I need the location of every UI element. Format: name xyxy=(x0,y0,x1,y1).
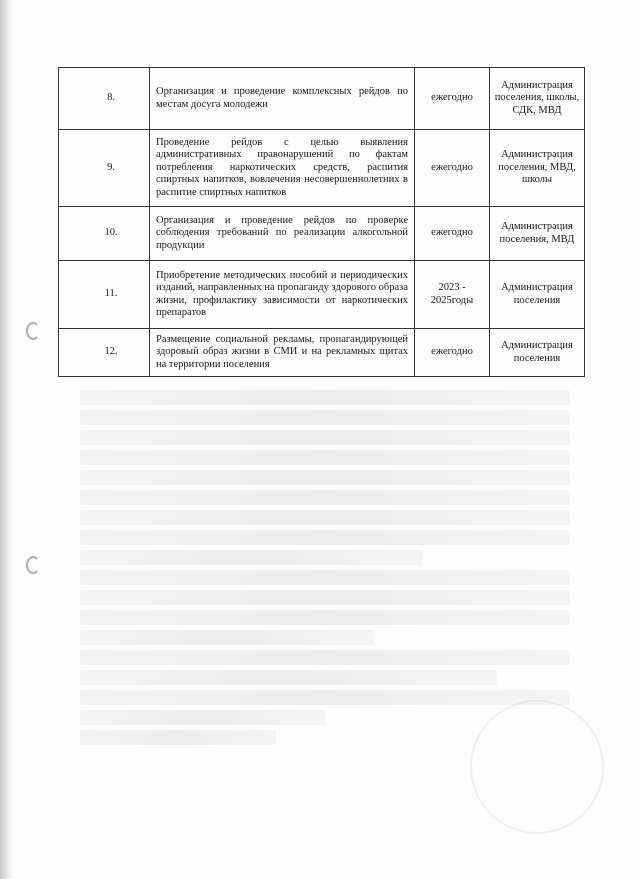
term-cell: ежегодно xyxy=(415,68,490,130)
row-number: 8. xyxy=(59,68,150,130)
term-cell: ежегодно xyxy=(415,207,490,261)
row-number: 12. xyxy=(59,329,150,377)
term-cell: ежегодно xyxy=(415,130,490,207)
table-row xyxy=(59,68,585,130)
row-number: 9. xyxy=(59,130,150,207)
activity-cell: Приобретение методических пособий и периодических изданий, направленных на пропаганду здорового образа жизни, профилактику зависимости от наркотических препаратов xyxy=(150,261,415,329)
activity-cell: Проведение рейдов с целью выявления административных правонарушений по фактам потребления наркотических средств, распития спиртных напитков, вовлечения несовершеннолетних в распитие спиртных напитков xyxy=(150,130,415,207)
table-row xyxy=(59,261,585,329)
row-number: 11. xyxy=(59,261,150,329)
responsible-cell: Администрация поселения xyxy=(490,261,585,329)
activity-cell: Размещение социальной рекламы, пропагандирующей здоровый образ жизни в СМИ и на рекламных щитах на территории поселения xyxy=(150,329,415,377)
table-row xyxy=(59,130,585,207)
table-row xyxy=(59,207,585,261)
bleed-through-seal xyxy=(470,700,604,834)
responsible-cell: Администрация поселения, МВД, школы xyxy=(490,130,585,207)
responsible-cell: Администрация поселения, МВД xyxy=(490,207,585,261)
responsible-cell: Администрация поселения, школы, СДК, МВД xyxy=(490,68,585,130)
term-cell: ежегодно xyxy=(415,329,490,377)
responsible-cell: Администрация поселения xyxy=(490,329,585,377)
activities-table xyxy=(58,67,585,377)
activity-cell: Организация и проведение комплексных рейдов по местам досуга молодежи xyxy=(150,68,415,130)
row-number: 10. xyxy=(59,207,150,261)
bleed-through-text xyxy=(80,390,570,750)
table-row xyxy=(59,329,585,377)
term-cell: 2023 - 2025годы xyxy=(415,261,490,329)
activity-cell: Организация и проведение рейдов по проверке соблюдения требований по реализации алкогольной продукции xyxy=(150,207,415,261)
punch-hole-mark xyxy=(26,322,40,340)
punch-hole-mark xyxy=(26,556,40,574)
